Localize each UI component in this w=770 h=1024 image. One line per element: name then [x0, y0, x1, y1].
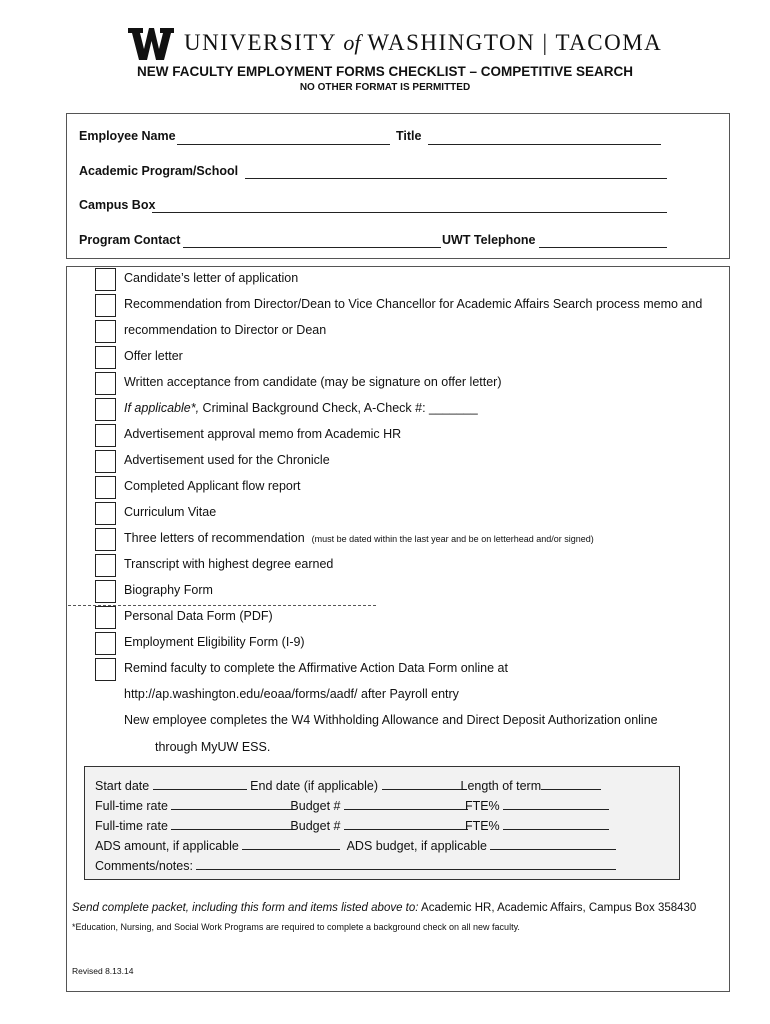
- list-item: Transcript with highest degree earned: [124, 557, 334, 571]
- checkbox-affirmative-action[interactable]: [95, 658, 116, 681]
- checkbox-curriculum-vitae[interactable]: [95, 502, 116, 525]
- checkbox-ad-chronicle[interactable]: [95, 450, 116, 473]
- list-item-background-check: [124, 401, 478, 415]
- checkbox-i9-form[interactable]: [95, 632, 116, 655]
- fulltime-rate-label: Full-time rate: [95, 819, 168, 833]
- checkbox-recommendation-director[interactable]: [95, 320, 116, 343]
- start-date-field[interactable]: [153, 779, 247, 790]
- list-item: through MyUW ESS.: [155, 740, 271, 754]
- title-label: Title: [396, 129, 422, 143]
- checkbox-offer-letter[interactable]: [95, 346, 116, 369]
- checkbox-biography-form[interactable]: [95, 580, 116, 603]
- list-item: Completed Applicant flow report: [124, 479, 301, 493]
- checkbox-ad-approval-memo[interactable]: [95, 424, 116, 447]
- checkbox-applicant-flow[interactable]: [95, 476, 116, 499]
- fte-field[interactable]: [503, 799, 609, 810]
- page-title: NEW FACULTY EMPLOYMENT FORMS CHECKLIST – COMPETITIVE SEARCH: [136, 64, 634, 79]
- employee-name-label: Employee Name: [79, 129, 176, 143]
- list-item: Advertisement used for the Chronicle: [124, 453, 330, 467]
- background-check-text: Criminal Background Check, A-Check #: _______: [202, 401, 478, 415]
- if-applicable-text: If applicable*,: [124, 401, 200, 415]
- budget-label: Budget #: [290, 799, 341, 813]
- terms-row-4: [95, 839, 616, 853]
- fte-label: FTE%: [464, 799, 500, 813]
- list-item: http://ap.washington.edu/eoaa/forms/aadf/ after Payroll entry: [124, 687, 459, 701]
- list-item: Biography Form: [124, 583, 213, 597]
- send-instructions: [72, 902, 696, 914]
- fte-field[interactable]: [503, 819, 609, 830]
- terms-row-5: [95, 859, 616, 873]
- list-item: Employment Eligibility Form (I-9): [124, 635, 305, 649]
- ads-budget-label: ADS budget, if applicable: [346, 839, 487, 853]
- academic-program-label: Academic Program/School: [79, 164, 239, 178]
- send-address: Academic HR, Academic Affairs, Campus Box 358430: [421, 902, 697, 914]
- budget-field[interactable]: [344, 799, 468, 810]
- end-date-label: End date (if applicable): [250, 779, 379, 793]
- uwt-telephone-field[interactable]: [539, 247, 667, 248]
- fulltime-rate-field[interactable]: [171, 799, 293, 810]
- send-instructions-italic: Send complete packet, including this form and items listed above to:: [72, 902, 419, 914]
- terms-row-1: [95, 779, 601, 793]
- page-subtitle: NO OTHER FORMAT IS PERMITTED: [299, 82, 471, 93]
- checkbox-transcript[interactable]: [95, 554, 116, 577]
- terms-row-3: [95, 819, 609, 833]
- start-date-label: Start date: [95, 779, 150, 793]
- three-letters-note: (must be dated within the last year and be on letterhead and/or signed): [311, 534, 594, 544]
- fte-label: FTE%: [464, 819, 500, 833]
- length-of-term-field[interactable]: [541, 779, 601, 790]
- checkbox-written-acceptance[interactable]: [95, 372, 116, 395]
- ads-budget-field[interactable]: [490, 839, 616, 850]
- background-check-note: *Education, Nursing, and Social Work Programs are required to complete a background check on all new faculty.: [72, 922, 520, 932]
- university-word: UNIVERSITY: [184, 30, 337, 55]
- university-rest: WASHINGTON | TACOMA: [367, 30, 663, 55]
- budget-field[interactable]: [344, 819, 468, 830]
- checkbox-letter-of-application[interactable]: [95, 268, 116, 291]
- list-item: recommendation to Director or Dean: [124, 323, 327, 337]
- dashed-divider: [68, 605, 376, 606]
- campus-box-label: Campus Box: [79, 198, 156, 212]
- fulltime-rate-label: Full-time rate: [95, 799, 168, 813]
- list-item: Remind faculty to complete the Affirmative Action Data Form online at: [124, 661, 508, 675]
- checkbox-recommendation-memo[interactable]: [95, 294, 116, 317]
- end-date-field[interactable]: [382, 779, 464, 790]
- checkbox-background-check[interactable]: [95, 398, 116, 421]
- list-item: Recommendation from Director/Dean to Vice Chancellor for Academic Affairs Search process memo and: [124, 297, 703, 311]
- checkbox-three-letters[interactable]: [95, 528, 116, 551]
- list-item-three-letters: [124, 531, 594, 545]
- ads-amount-field[interactable]: [242, 839, 340, 850]
- campus-box-field[interactable]: [152, 212, 667, 213]
- employee-name-field[interactable]: [177, 144, 390, 145]
- list-item: New employee completes the W4 Withholding Allowance and Direct Deposit Authorization online: [124, 713, 658, 727]
- ads-amount-label: ADS amount, if applicable: [95, 839, 239, 853]
- list-item: Candidate’s letter of application: [124, 271, 299, 285]
- comments-label: Comments/notes:: [95, 859, 193, 873]
- revision-date: Revised 8.13.14: [72, 966, 134, 976]
- list-item: Written acceptance from candidate (may be signature on offer letter): [124, 375, 502, 389]
- length-of-term-label: Length of term: [460, 779, 542, 793]
- comments-field[interactable]: [196, 859, 616, 870]
- university-of: of: [343, 30, 361, 55]
- fulltime-rate-field[interactable]: [171, 819, 293, 830]
- terms-row-2: [95, 799, 609, 813]
- title-field[interactable]: [428, 144, 661, 145]
- list-item: Curriculum Vitae: [124, 505, 217, 519]
- program-contact-label: Program Contact: [79, 233, 181, 247]
- list-item: Advertisement approval memo from Academic HR: [124, 427, 402, 441]
- uw-w-logo-icon: [128, 28, 174, 60]
- program-contact-field[interactable]: [183, 247, 441, 248]
- three-letters-text: Three letters of recommendation: [124, 531, 305, 545]
- uwt-telephone-label: UWT Telephone: [442, 233, 536, 247]
- academic-program-field[interactable]: [245, 178, 667, 179]
- list-item: Personal Data Form (PDF): [124, 609, 273, 623]
- university-wordmark: [184, 30, 662, 56]
- checkbox-personal-data-form[interactable]: [95, 606, 116, 629]
- list-item: Offer letter: [124, 349, 183, 363]
- budget-label: Budget #: [290, 819, 341, 833]
